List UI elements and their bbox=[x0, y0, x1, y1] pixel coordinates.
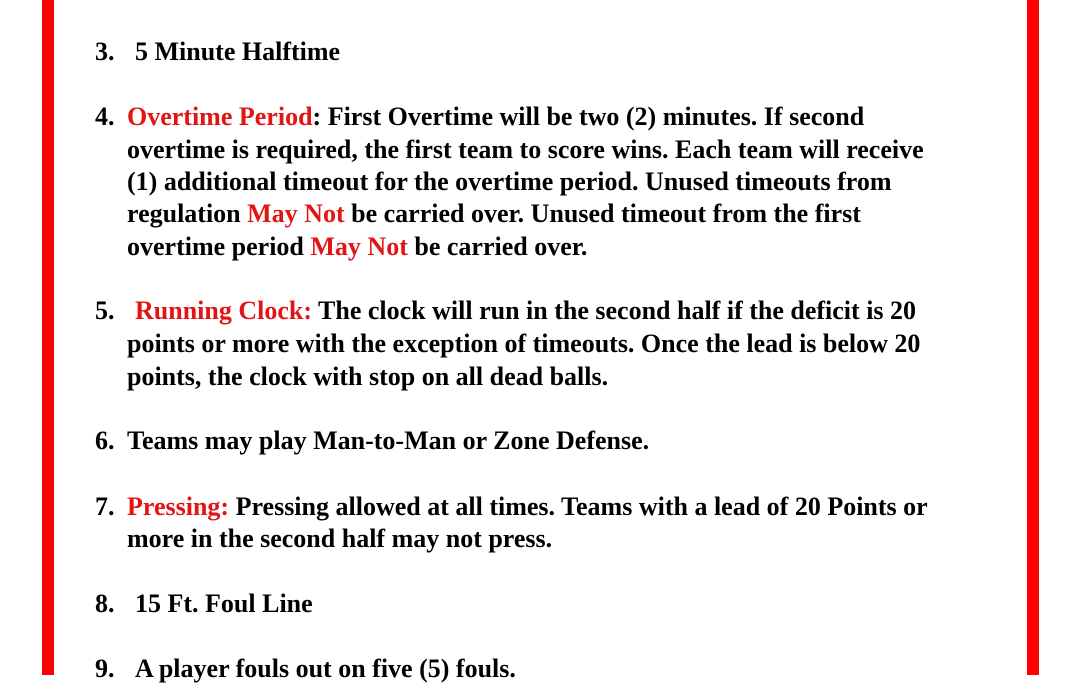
rule-highlight: May Not bbox=[310, 232, 408, 261]
rule-number: 9. bbox=[95, 654, 115, 683]
rule-number: 3. bbox=[95, 37, 115, 66]
rule-text: regulation bbox=[127, 199, 248, 228]
rule-line bbox=[127, 491, 928, 523]
rule-number: 4. bbox=[95, 102, 115, 131]
rule-line bbox=[127, 198, 861, 230]
rule-line bbox=[135, 588, 313, 620]
rule-line bbox=[127, 101, 864, 133]
rule-line bbox=[127, 328, 920, 360]
rule-line bbox=[135, 295, 916, 327]
rule-highlight: Running Clock: bbox=[135, 296, 312, 325]
rule-line bbox=[127, 523, 552, 555]
rule-text: points or more with the exception of timeouts. Once the lead is below 20 bbox=[127, 329, 921, 358]
rule-text: 5 Minute Halftime bbox=[135, 37, 341, 66]
rule-line bbox=[135, 36, 340, 68]
rule-line bbox=[135, 653, 516, 685]
rule-text: (1) additional timeout for the overtime period. Unused timeouts from bbox=[127, 167, 892, 196]
rule-line bbox=[127, 425, 649, 457]
rule-text: overtime is required, the first team to score wins. Each team will receive bbox=[127, 135, 924, 164]
rule-text: : First Overtime will be two (2) minutes. If second bbox=[312, 102, 865, 131]
rule-text: 15 Ft. Foul Line bbox=[135, 589, 313, 618]
rule-text: be carried over. Unused timeout from the first bbox=[344, 199, 861, 228]
rule-line bbox=[127, 166, 892, 198]
rule-text: A player fouls out on five (5) fouls. bbox=[135, 654, 516, 683]
rule-text: Pressing allowed at all times. Teams with a lead of 20 Points or bbox=[229, 492, 928, 521]
rule-text: points, the clock with stop on all dead balls. bbox=[127, 362, 609, 391]
rule-line bbox=[127, 134, 924, 166]
rule-line bbox=[127, 361, 608, 393]
rule-text: be carried over. bbox=[407, 232, 588, 261]
rule-line bbox=[127, 231, 587, 263]
rule-highlight: Pressing: bbox=[127, 492, 230, 521]
rule-number: 5. bbox=[95, 296, 115, 325]
rule-highlight: Overtime Period bbox=[127, 102, 313, 131]
rule-text: more in the second half may not press. bbox=[127, 524, 553, 553]
rule-number: 6. bbox=[95, 426, 115, 455]
rule-text: Teams may play Man-to-Man or Zone Defense. bbox=[127, 426, 650, 455]
rule-text: The clock will run in the second half if the deficit is 20 bbox=[312, 296, 917, 325]
rule-number: 7. bbox=[95, 492, 115, 521]
rule-text: overtime period bbox=[127, 232, 311, 261]
rule-number: 8. bbox=[95, 589, 115, 618]
rule-highlight: May Not bbox=[247, 199, 345, 228]
